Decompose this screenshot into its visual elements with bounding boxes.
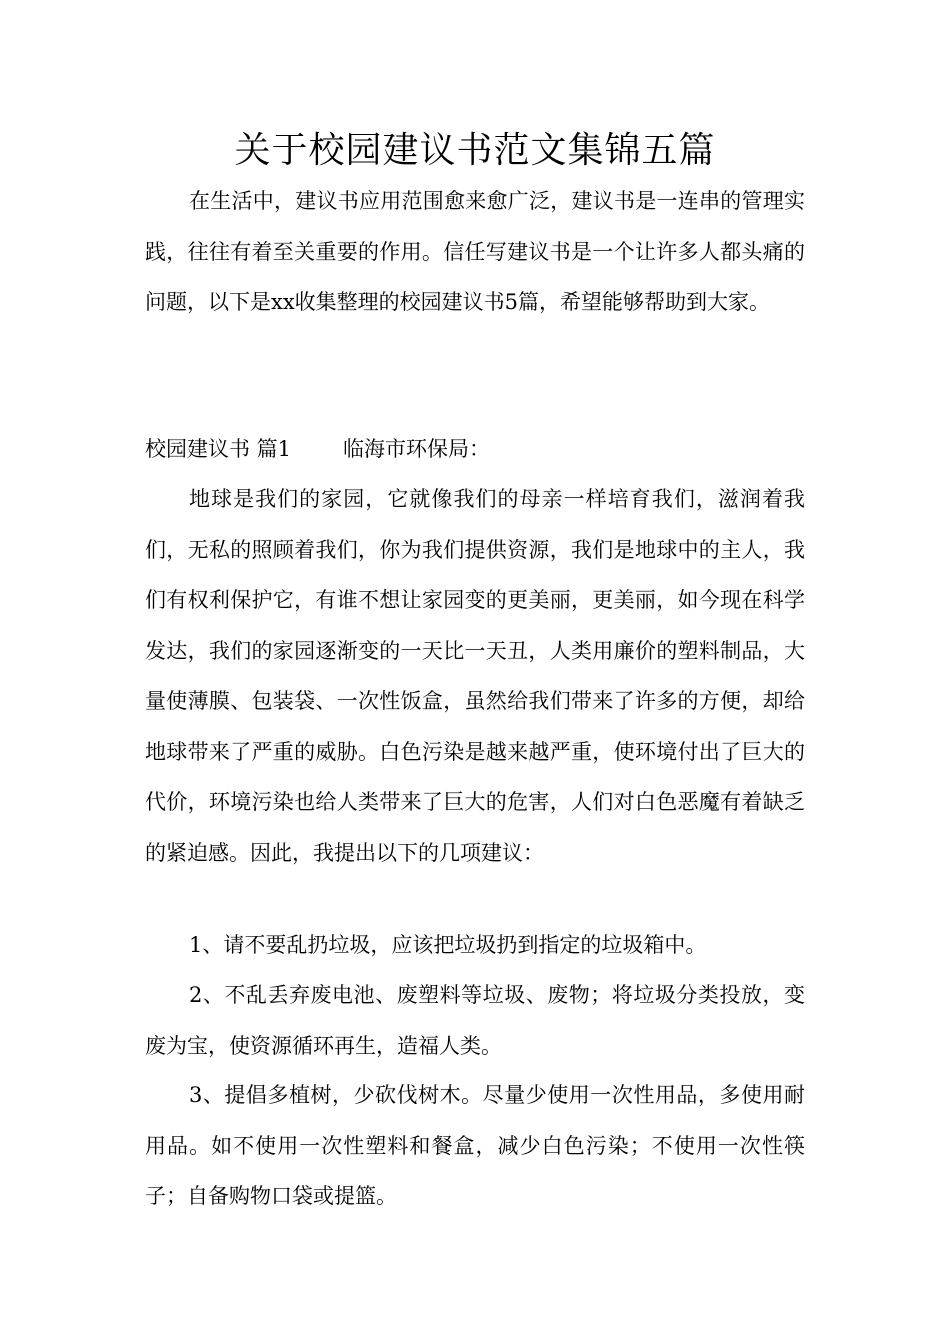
body-paragraph-1: 地球是我们的家园，它就像我们的母亲一样培育我们，滋润着我们，无私的照顾着我们，你为我们提供资源，我们是地球中的主人，我们有权利保护它，有谁不想让家园变的更美丽，更美丽，如今现在科学发达，我们的家园逐渐变的一天比一天丑，人类用廉价的塑料制品，大量使薄膜、包装袋、一次性饭盒，虽然给我们带来了许多的方便，却给地球带来了严重的威胁。白色污染是越来越严重，使环境付出了巨大的代价，环境污染也给人类带来了巨大的危害，人们对白色恶魔有着缺乏的紧迫感。因此，我提出以下的几项建议： (145, 487, 805, 865)
salutation: 临海市环保局： (343, 437, 491, 461)
section-heading: 校园建议书 篇1 (145, 437, 292, 461)
suggestion-item-2: 2、不乱丢弃废电池、废塑料等垃圾、废物；将垃圾分类投放，变废为宝，使资源循环再生，造福人类。 (145, 983, 805, 1058)
document-title: 关于校园建议书范文集锦五篇 (234, 130, 716, 171)
intro-paragraph: 在生活中，建议书应用范围愈来愈广泛，建议书是一连串的管理实践，往往有着至关重要的作用。信任写建议书是一个让许多人都头痛的问题，以下是xx收集整理的校园建议书5篇，希望能够帮助到大家。 (145, 189, 805, 314)
suggestion-item-1: 1、请不要乱扔垃圾，应该把垃圾扔到指定的垃圾箱中。 (189, 933, 707, 957)
suggestion-item-3: 3、提倡多植树，少砍伐树木。尽量少使用一次性用品，多使用耐用品。如不使用一次性塑料和餐盒，减少白色污染；不使用一次性筷子；自备购物口袋或提篮。 (145, 1083, 805, 1208)
section-heading-line (145, 424, 805, 475)
